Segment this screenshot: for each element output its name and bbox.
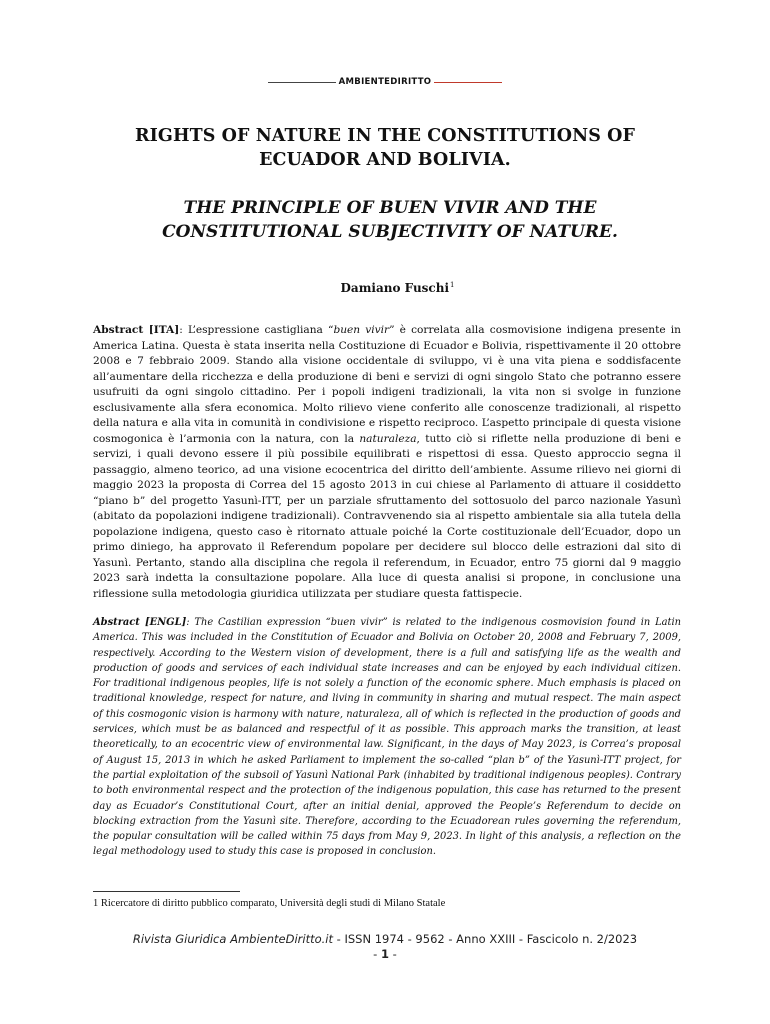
abstract-english	[93, 615, 681, 860]
page-footer	[0, 932, 770, 947]
author-footnote-marker[interactable]: 1	[450, 281, 455, 289]
abstract-ita-term-naturaleza: naturaleza	[359, 432, 417, 445]
header-rule-left	[268, 82, 336, 83]
article-title: RIGHTS OF NATURE IN THE CONSTITUTIONS OF ECUADOR AND BOLIVIA.	[134, 126, 635, 170]
journal-tag: AMBIENTEDIRITTO	[338, 77, 432, 87]
abstract-ita-text-1: : L’espressione castigliana “	[179, 324, 334, 336]
abstract-ita-text-2: ” è correlata alla cosmovisione indigena presente in America Latina. Questa è stata inserita nella Costituzione di Ecuador e Bolivia, rispettivamente il 20 ottobre 2008 e 7 febbraio 2009. Stando alla visione occidentale di sviluppo, vi è una vita piena e soddisfacente all’aumentare della ricchezza e della produzione di beni e servizi di ogni singolo Stato che potranno essere usufruiti da ogni singolo cittadino. Per i popoli indigeni tradizionali, la vita non si svolge in funzione esclusivamente alla sfera economica. Molto rilievo viene conferito alle conoscenze tradizionali, al rispetto della natura e alla vita in comunità in condivisione e rispetto reciproco. L’aspetto principale di questa visione cosmogonica è l’armonia con la natura, con la	[93, 324, 681, 445]
article-subtitle: THE PRINCIPLE OF BUEN VIVIR AND THE CONSTITUTIONAL SUBJECTIVITY OF NATURE.	[162, 198, 618, 242]
page-number	[0, 947, 770, 962]
page-number-suffix: -	[389, 947, 397, 961]
footer-issue: - Anno XXIII - Fascicolo n. 2/2023	[444, 932, 638, 946]
abstract-ita-text-3: , tutto ciò si riflette nella produzione di beni e servizi, i quali devono essere il più possibile equilibrati e rispettosi di essa. Questo approccio segna il passaggio, almeno teorico, ad una visione ecocentrica del diritto dell’ambiente. Assume rilievo nei giorni di maggio 2023 la proposta di Correa del 15 agosto 2013 in cui chiese al Parlamento di attuare il cosiddetto “piano b” del progetto Yasunì-ITT, per un parziale sfruttamento del sottosuolo del parco nazionale Yasunì (abitato da popolazioni indigene tradizionali). Contravvenendo sia al rispetto ambientale sia alla tutela della popolazione indigena, questo caso è ritornato attuale poiché la Corte costituzionale dell’Ecuador, dopo un primo diniego, ha approvato il Referendum popolare per decidere sul blocco delle estrazioni dal sito di Yasunì. Pertanto, stando alla disciplina che regola il referendum, in Ecuador, entro 75 giorni dal 9 maggio 2023 sarà indetta la consultazione popolare. Alla luce di questa analisi si propone, in conclusione una riflessione sulla metodologia giuridica utilizzata per studiare questa fattispecie.	[93, 432, 681, 600]
abstract-eng-text: : The Castilian expression “buen vivir” is related to the indigenous cosmovision found in Latin America. This was included in the Constitution of Ecuador and Bolivia on October 20, 2008 and February 7, 2009, respectively. According to the Western vision of development, there is a full and satisfying life as the wealth and production of goods and services of each individual state increases and can be enjoyed by each individual citizen. For traditional indigenous peoples, life is not solely a function of the economic sphere. Much emphasis is placed on traditional knowledge, respect for nature, and living in community in sharing and mutual respect. The main aspect of this cosmogonic vision is harmony with nature, naturaleza, all of which is reflected in the production of goods and services, which must be as balanced and respectful of it as possible. This approach marks the transition, at least theoretically, to an ecocentric view of environmental law. Significant, in the days of May 2023, is Correa’s proposal of August 15, 2013 in which he asked Parliament to implement the so-called “plan b” of the Yasunì-ITT project, for the partial exploitation of the subsoil of Yasunì National Park (inhabited by traditional indigenous peoples). Contrary to both environmental respect and the protection of the indigenous population, this case has returned to the present day as Ecuador’s Constitutional Court, after an initial denial, approved the People’s Referendum to decide on blocking extraction from the Yasunì site. Therefore, according to the Ecuadorean rules governing the referendum, the popular consultation will be called within 75 days from May 9, 2023. In light of this analysis, a reflection on the legal methodology used to study this case is proposed in conclusion.	[93, 617, 681, 858]
footnote-text: Ricercatore di diritto pubblico comparato, Università degli studi di Milano Statale	[100, 898, 446, 909]
author-name: Damiano Fuschi	[340, 281, 450, 295]
running-header	[0, 76, 770, 88]
footnote	[93, 897, 693, 911]
page-number-prefix: -	[373, 947, 381, 961]
header-rule-right	[434, 82, 502, 83]
abstract-ita-label: Abstract [ITA]	[93, 324, 180, 336]
author-line	[0, 277, 770, 296]
footer-journal: Rivista Giuridica AmbienteDiritto.it	[132, 932, 333, 946]
page-number-value: 1	[380, 947, 389, 961]
footnote-marker: 1	[93, 898, 99, 909]
abstract-italian	[93, 323, 681, 602]
footnote-divider	[93, 891, 240, 892]
abstract-eng-label: Abstract [ENGL]	[93, 617, 187, 628]
abstract-ita-term-buen-vivir: buen vivir	[333, 324, 390, 336]
footer-issn: - ISSN 1974 - 9562	[333, 932, 445, 946]
